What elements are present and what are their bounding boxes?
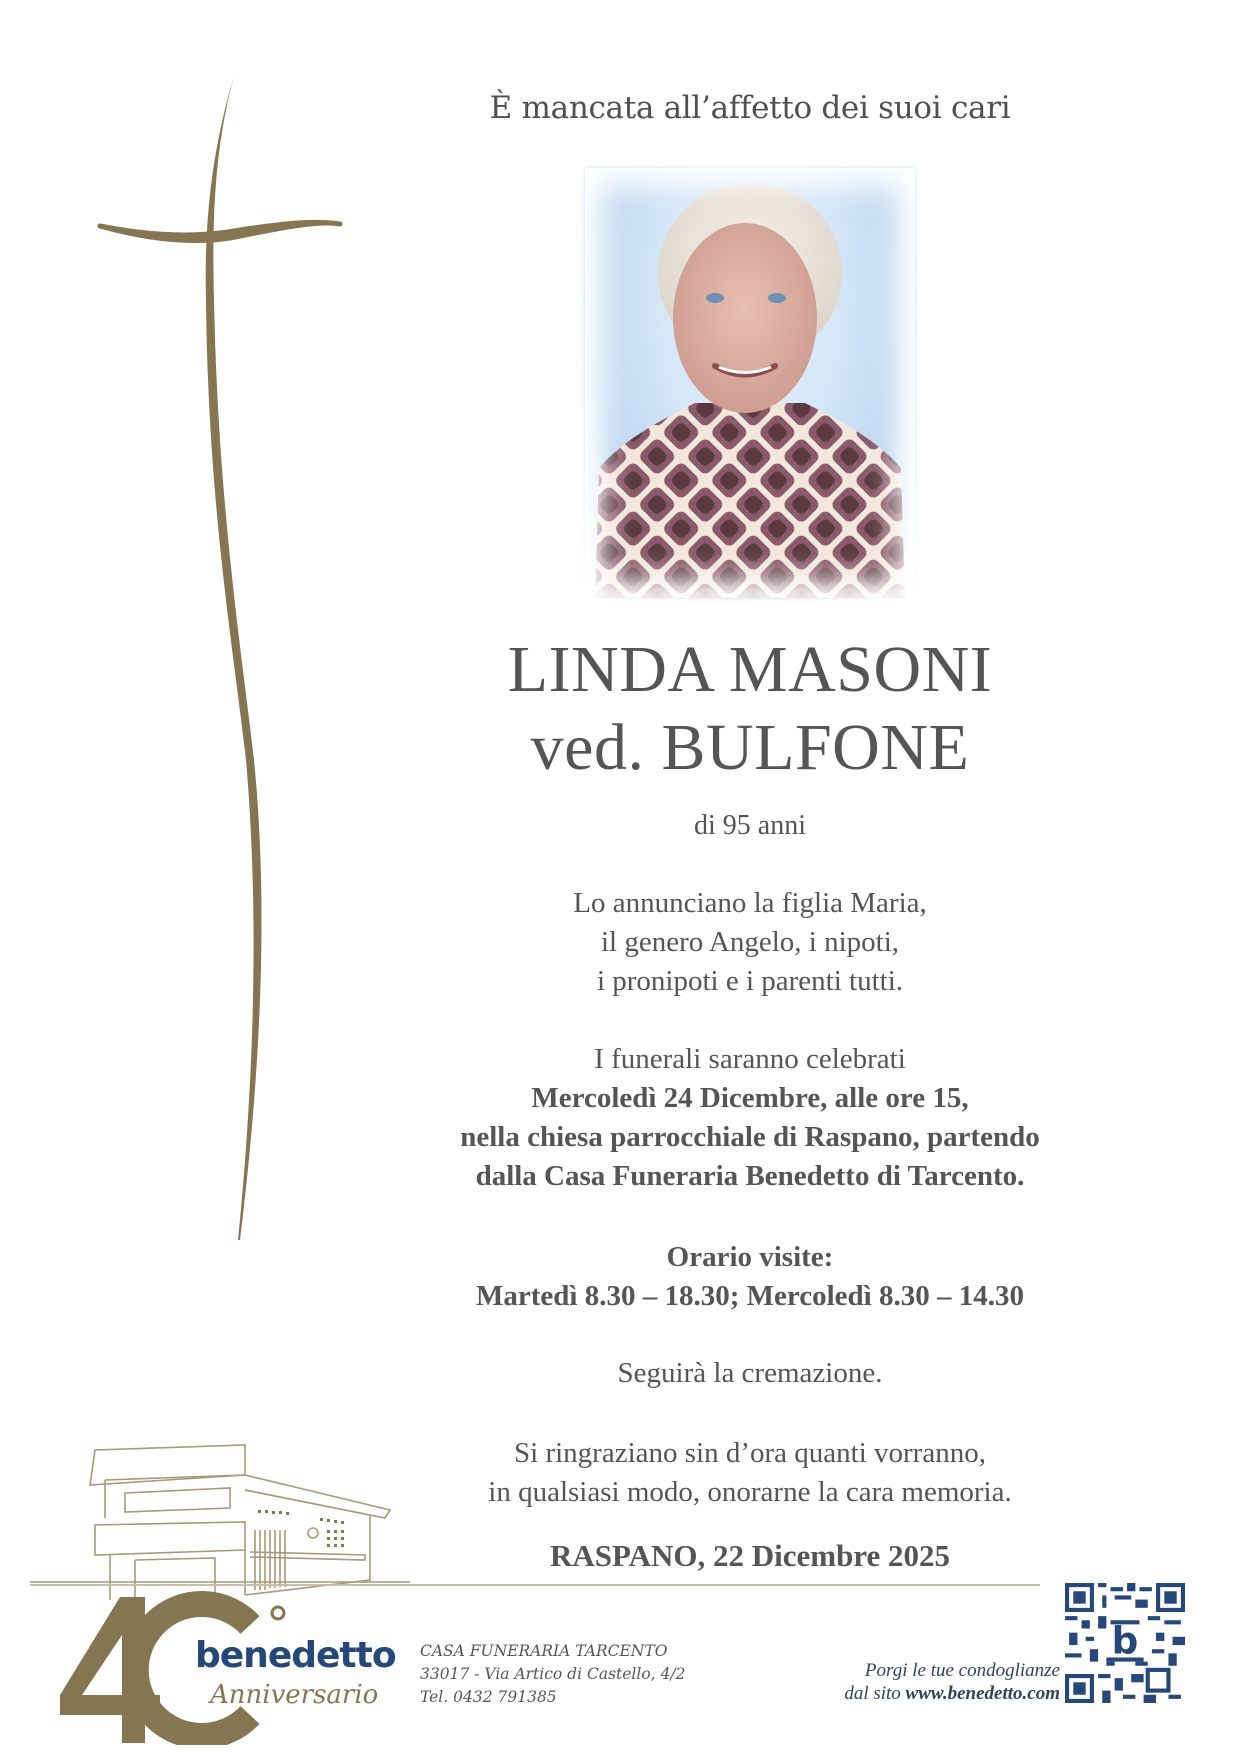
svg-text:b: b bbox=[1111, 1618, 1139, 1663]
funeral-home-building-icon bbox=[30, 1430, 410, 1605]
benedetto-anniversary-logo bbox=[60, 1585, 400, 1745]
portrait-photo bbox=[585, 168, 915, 598]
website-link[interactable]: www.benedetto.com bbox=[905, 1683, 1060, 1704]
visiting-hours-title: Orario visite: bbox=[666, 1241, 834, 1273]
funeral-home-address bbox=[420, 1640, 685, 1709]
intro-text: È mancata all’affetto dei suoi cari bbox=[489, 90, 1011, 126]
funeral-departure: dalla Casa Funeraria Benedetto di Tarcento. bbox=[475, 1160, 1025, 1192]
announcement-line: Lo annunciano la figlia Maria, bbox=[573, 887, 927, 919]
announcement-text bbox=[400, 884, 1100, 1001]
thanks-line: in qualsiasi modo, onorarne la cara memoria. bbox=[488, 1476, 1012, 1508]
funeral-date: Mercoledì 24 Dicembre, alle ore 15, bbox=[531, 1082, 969, 1114]
condolences-line: Porgi le tue condoglianze bbox=[864, 1660, 1060, 1681]
announcement-line: i pronipoti e i parenti tutti. bbox=[596, 965, 904, 997]
funeral-home-street: 33017 - Via Artico di Castello, 4/2 bbox=[420, 1665, 686, 1683]
funeral-home-name: CASA FUNERARIA TARCENTO bbox=[420, 1642, 668, 1660]
deceased-married-name: ved. BULFONE bbox=[530, 711, 970, 784]
anniversary-label: Anniversario bbox=[210, 1680, 379, 1710]
qr-code[interactable] bbox=[1065, 1583, 1185, 1703]
condolences-prefix: dal sito bbox=[844, 1683, 906, 1704]
place-date: RASPANO, 22 Dicembre 2025 bbox=[549, 1538, 951, 1573]
brand-name: benedetto bbox=[195, 1635, 396, 1676]
thanks-text bbox=[400, 1434, 1100, 1512]
condolences-note bbox=[760, 1659, 1060, 1705]
announcement-line: il genero Angelo, i nipoti, bbox=[600, 926, 899, 958]
funeral-intro: I funerali saranno celebrati bbox=[594, 1043, 906, 1075]
deceased-name: LINDA MASONI bbox=[507, 633, 993, 706]
cremation-note: Seguirà la cremazione. bbox=[617, 1357, 883, 1389]
cross-icon bbox=[0, 0, 400, 1420]
funeral-details bbox=[400, 1040, 1100, 1196]
funeral-home-phone: Tel. 0432 791385 bbox=[420, 1688, 557, 1706]
visiting-hours bbox=[400, 1238, 1100, 1316]
visiting-hours-times: Martedì 8.30 – 18.30; Mercoledì 8.30 – 14.30 bbox=[476, 1280, 1024, 1312]
funeral-location: nella chiesa parrocchiale di Raspano, partendo bbox=[460, 1121, 1040, 1153]
deceased-age: di 95 anni bbox=[694, 810, 806, 841]
thanks-line: Si ringraziano sin d’ora quanti vorranno, bbox=[514, 1437, 986, 1469]
